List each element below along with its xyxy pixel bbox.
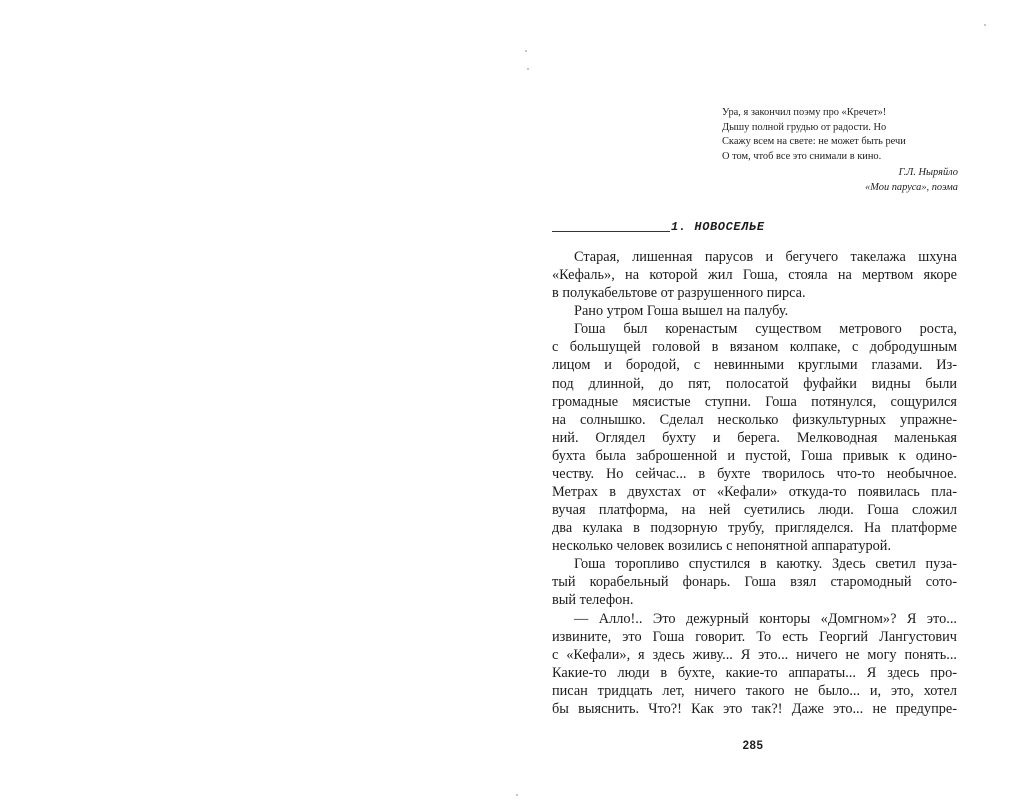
page-number: 285 [742,740,764,752]
text-line: несколько человек возились с непонятной аппаратурой. [552,538,892,555]
epigraph-line: О том, чтоб все это снимали в кино. [722,150,882,162]
text-line: «Кефаль», на которой жил Гоша, стояла на мертвом якоре [552,267,957,284]
text-line: с большущей головой в вязаном колпаке, с добродушным [552,339,957,356]
text-line: бухта была заброшенной и пустой, Гоша привык к одино- [552,447,957,464]
scan-speck [516,794,518,796]
text-line: лицом и бородой, с невинными круглыми глазами. Из- [552,357,957,374]
text-line: Старая, лишенная парусов и бегучего такелажа шхуна [574,249,957,265]
chapter-body [552,248,957,718]
scan-speck [984,24,986,26]
text-line: два кулака в подзорную трубу, пригляделся. На платформе [552,520,957,537]
text-line: — Алло!.. Это дежурный конторы «Домгном»? Я это... [574,610,957,627]
epigraph-line: Дышу полной грудью от радости. Но [722,121,887,133]
text-line: Метрах в двухстах от «Кефали» откуда-то появилась пла- [552,484,957,501]
epigraph-source: «Мои паруса», поэма [865,181,958,193]
scan-speck [525,50,527,52]
heading-rule [552,231,670,232]
scan-speck [527,68,529,70]
text-line: честву. Но сейчас... в бухте творилось что-то необычное. [552,465,957,482]
text-line: с «Кефали», я здесь живу... Я это... ничего не могу понять... [552,646,957,663]
text-line: извините, это Гоша говорит. То есть Георгий Лангустович [552,628,957,645]
text-line: писан тридцать лет, ничего такого не было... и, это, хотел [552,682,957,699]
chapter-title: 1. НОВОСЕЛЬЕ [671,220,765,234]
chapter-heading [552,218,957,238]
text-line: Гоша торопливо спустился в каютку. Здесь светил пуза- [574,556,957,573]
text-line: под длинной, до пят, полосатой фуфайки видны были [552,375,957,392]
text-line: Какие-то люди в бухте, какие-то аппараты... Я здесь про- [552,664,957,681]
epigraph-line: Ура, я закончил поэму про «Кречет»! [722,107,887,118]
text-line: бы выяснить. Что?! Как это так?! Даже это... не предупре- [552,700,957,717]
text-line: ний. Оглядел бухту и берега. Мелководная маленькая [552,429,957,446]
text-line: тый корабельный фонарь. Гоша взял старомодный сото- [552,574,957,591]
text-line: Рано утром Гоша вышел на палубу. [574,303,789,320]
epigraph-author: Г.Л. Ныряйло [898,167,958,179]
text-line: вый телефон. [552,592,634,609]
epigraph-line: Скажу всем на свете: не может быть речи [722,136,906,148]
text-line: на солнышко. Сделал несколько физкультурных упражне- [552,411,957,428]
text-line: громадные мясистые ступни. Гоша потянулся, сощурился [552,393,957,410]
epigraph [722,106,958,196]
text-line: в полукабельтове от разрушенного пирса. [552,285,806,302]
text-line: вучая платформа, на ней суетились люди. Гоша сложил [552,502,957,519]
text-line: Гоша был коренастым существом метрового роста, [574,321,957,338]
